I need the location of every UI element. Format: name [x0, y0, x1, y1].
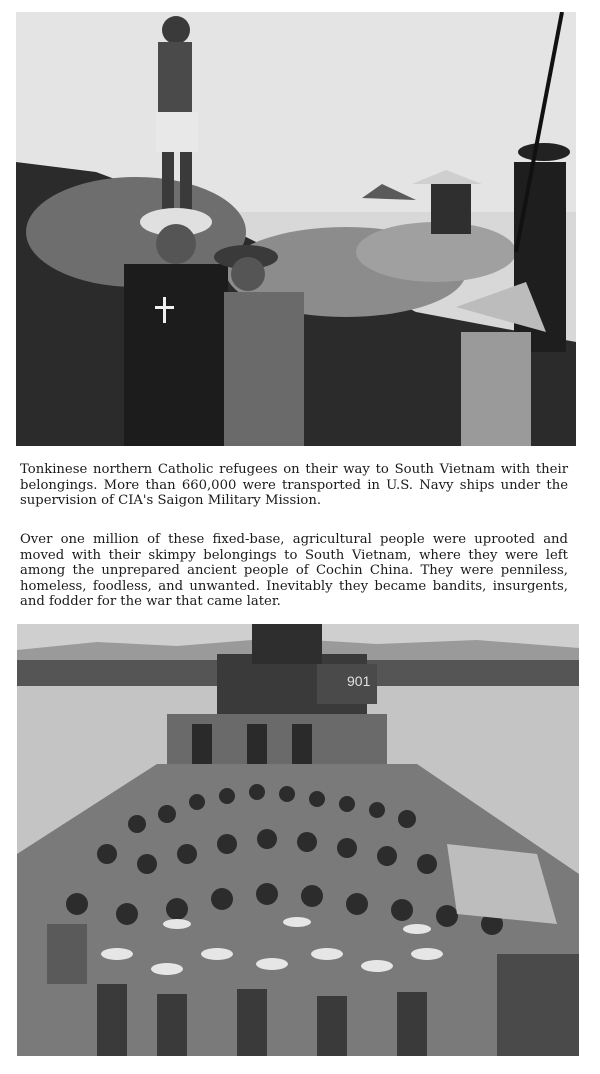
uprooted-caption: Over one million of these fixed-base, agricultural people were uprooted and moved with their skimpy belongings to South Vietnam, where they were left among the unprepared ancient people of Cochin China. They were penniless, homeless, foodless, and unwanted. Inevitably they became bandits, insurgents, and fodder for the war that came later. — [20, 532, 568, 610]
navy-ship-deck-photo — [17, 624, 579, 1056]
refugees-caption: Tonkinese northern Catholic refugees on their way to South Vietnam with their belongings. More than 660,000 were transported in U.S. Navy ships under the supervision of CIA's Saigon Military Mission. — [20, 462, 568, 509]
refugees-photo — [16, 12, 576, 446]
ship-number: 901 — [347, 673, 371, 689]
